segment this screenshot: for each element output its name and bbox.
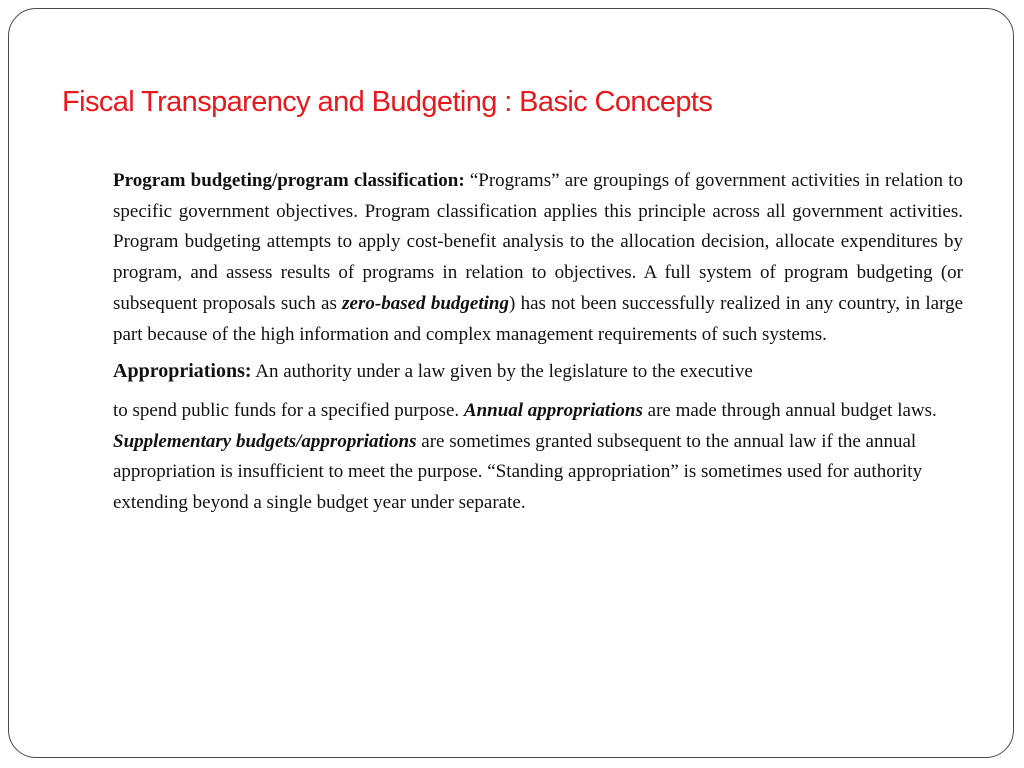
slide-title: Fiscal Transparency and Budgeting : Basic Concepts [62,86,713,118]
slide-body [113,166,963,519]
paragraph-program-budgeting [113,166,963,350]
appropriations-text-4: are sometimes granted subsequent to the annual law if the annual appropriation is insufficient to meet the purpose. “Standing appropriation” is sometimes used for authority extending beyond a single budget year under separate. [113,430,923,514]
appropriations-text-3: are made through annual budget laws. [642,399,937,421]
program-budgeting-text-2: ) has not been successfully realized in any country, in large part because of the high information and complex management requirements of such systems. [113,292,963,345]
paragraph-appropriations-continued [113,396,951,519]
paragraph-appropriations [113,356,963,388]
program-budgeting-text-1: “Programs” are groupings of government activities in relation to specific government objectives. Program classification applies this principle across all government activities. Program budgeting attempts to apply cost-benefit analysis to the allocation decision, allocate expenditures by program, and assess results of programs in relation to objectives. A full system of program budgeting (or subsequent proposals such as [113,170,963,314]
emphasis-annual-appropriations: Annual appropriations [463,399,643,421]
term-appropriations: Appropriations: [113,360,252,383]
appropriations-text-1: An authority under a law given by the legislature to the executive [251,361,753,383]
emphasis-zero-based-budgeting: zero-based budgeting [342,292,509,314]
appropriations-text-2: to spend public funds for a specified purpose. [113,399,464,421]
term-program-budgeting: Program budgeting/program classification: [113,170,465,191]
emphasis-supplementary-budgets: Supplementary budgets/appropriations [113,430,417,452]
